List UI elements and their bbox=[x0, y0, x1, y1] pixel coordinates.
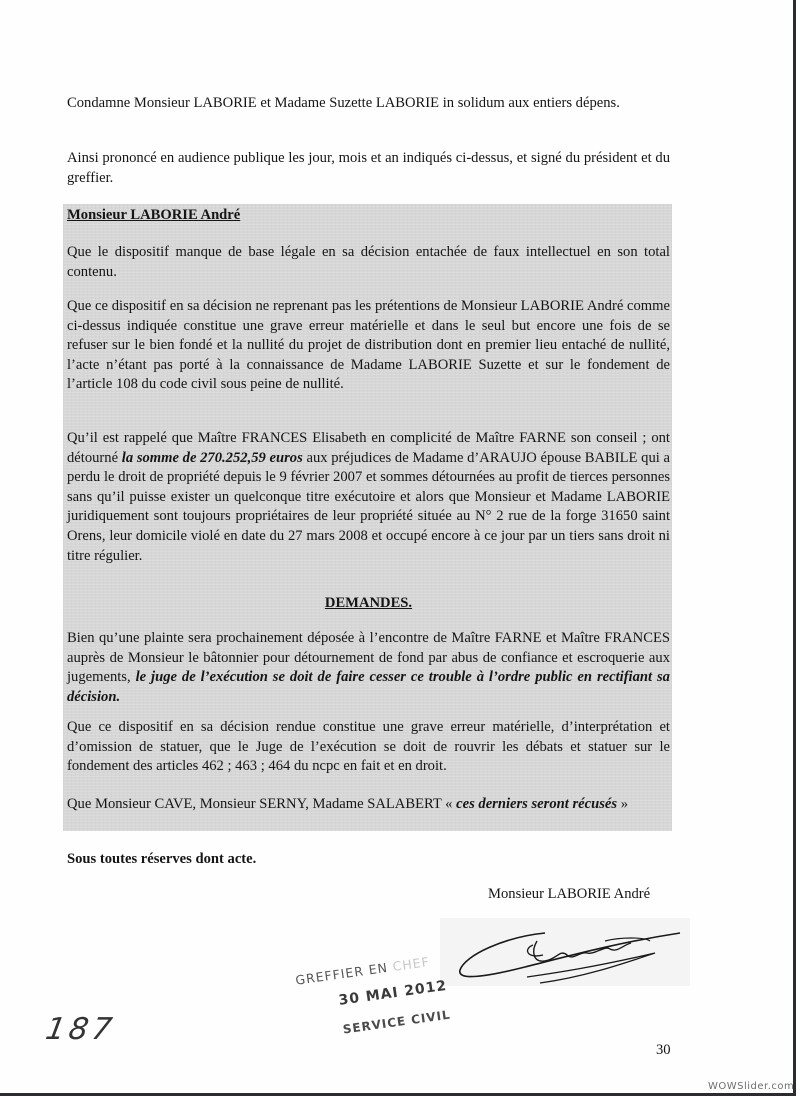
paragraph-erreur-materielle: Que ce dispositif en sa décision ne reprenant pas les prétentions de Monsieur LABORIE André comme ci-dessus indiquée constitue une grave erreur matérielle et dans le seul but encore une fois de se refuser sur le bien fondé et la nullité du projet de distribution dont en premier lieu entaché de nullité, l’acte n’étant pas porté à la connaissance de Madame LABORIE Suzette et sur le fondement de l’article 108 du code civil sous peine de nullité. bbox=[67, 298, 670, 393]
court-stamp bbox=[292, 927, 505, 1064]
p6-emphasis: ces derniers seront récusés bbox=[456, 796, 618, 812]
p6-after: » bbox=[617, 796, 628, 812]
page-number: 30 bbox=[656, 1042, 671, 1058]
closing-statement: Sous toutes réserves dont acte. bbox=[67, 851, 257, 867]
signatory-name: Monsieur LABORIE André bbox=[488, 886, 651, 902]
demandes-heading-text: DEMANDES. bbox=[324, 595, 413, 611]
p4-before: Bien qu’une plainte sera prochainement déposée à l’encontre de Maître FARNE et Maître FRANCES auprès de Monsieur le bâtonnier pour détournement de fond par abus de confiance et escroquerie aux jugements, bbox=[67, 630, 670, 686]
stamp-service: SERVICE CIVIL bbox=[341, 1007, 452, 1037]
paragraph-dispositif: Que le dispositif manque de base légale en sa décision entachée de faux intellectuel en son total contenu. bbox=[67, 244, 670, 280]
p3-after: aux préjudices de Madame d’ARAUJO épouse BABILE qui a perdu le droit de propriété depuis le 9 février 2007 et sommes détournées au profit de tierces personnes sans qu’il puisse exister un quelconque titre exécutoire et alors que Monsieur et Madame LABORIE juridiquement sont toujours propriétaires de leur propriété située au N° 2 rue de la forge 31650 saint Orens, leur domicile violé en date du 27 mars 2008 et occupé encore à ce jour par un tiers sans droit ni titre régulier. bbox=[67, 449, 670, 564]
p3-before: Qu’il est rappelé que Maître FRANCES Elisabeth en complicité de Maître FARNE son conseil ; ont détourné bbox=[67, 430, 670, 466]
section-heading bbox=[67, 206, 670, 226]
p6-before: Que Monsieur CAVE, Monsieur SERNY, Madame SALABERT « bbox=[67, 796, 457, 812]
watermark: WOWSlider.com bbox=[708, 1081, 795, 1092]
handwritten-folio-number: 187 bbox=[42, 1012, 119, 1047]
paragraph-omission: Que ce dispositif en sa décision rendue constitue une grave erreur matérielle, d’interprétation et d’omission de statuer, que le Juge de l’exécution se doit de rouvrir les débats et statuer sur le fondement des articles 462 ; 463 ; 464 du ncpc en fait et en droit. bbox=[67, 719, 670, 775]
demandes-heading bbox=[67, 594, 670, 614]
paragraph-plainte bbox=[67, 629, 670, 707]
section-heading-text: Monsieur LABORIE André bbox=[67, 207, 241, 223]
stamp-greffier-text: GREFFIER EN bbox=[294, 959, 389, 988]
p3-emphasis: la somme de 270.252,59 euros bbox=[121, 449, 303, 466]
paragraph-pronouncement: Ainsi prononcé en audience publique les jour, mois et an indiqués ci-dessus, et signé du président et du greffier. bbox=[67, 150, 670, 186]
stamp-faded-text: CHEF bbox=[391, 953, 431, 975]
paragraph-rappel bbox=[67, 429, 670, 566]
paragraph-condemnation: Condamne Monsieur LABORIE et Madame Suzette LABORIE in solidum aux entiers dépens. bbox=[67, 95, 620, 111]
paragraph-recusation bbox=[67, 795, 670, 815]
p4-emphasis: le juge de l’exécution se doit de faire cesser ce trouble à l’ordre public en rectifiant sa décision. bbox=[67, 669, 670, 705]
stamp-date: 30 MAI 2012 bbox=[337, 977, 449, 1009]
